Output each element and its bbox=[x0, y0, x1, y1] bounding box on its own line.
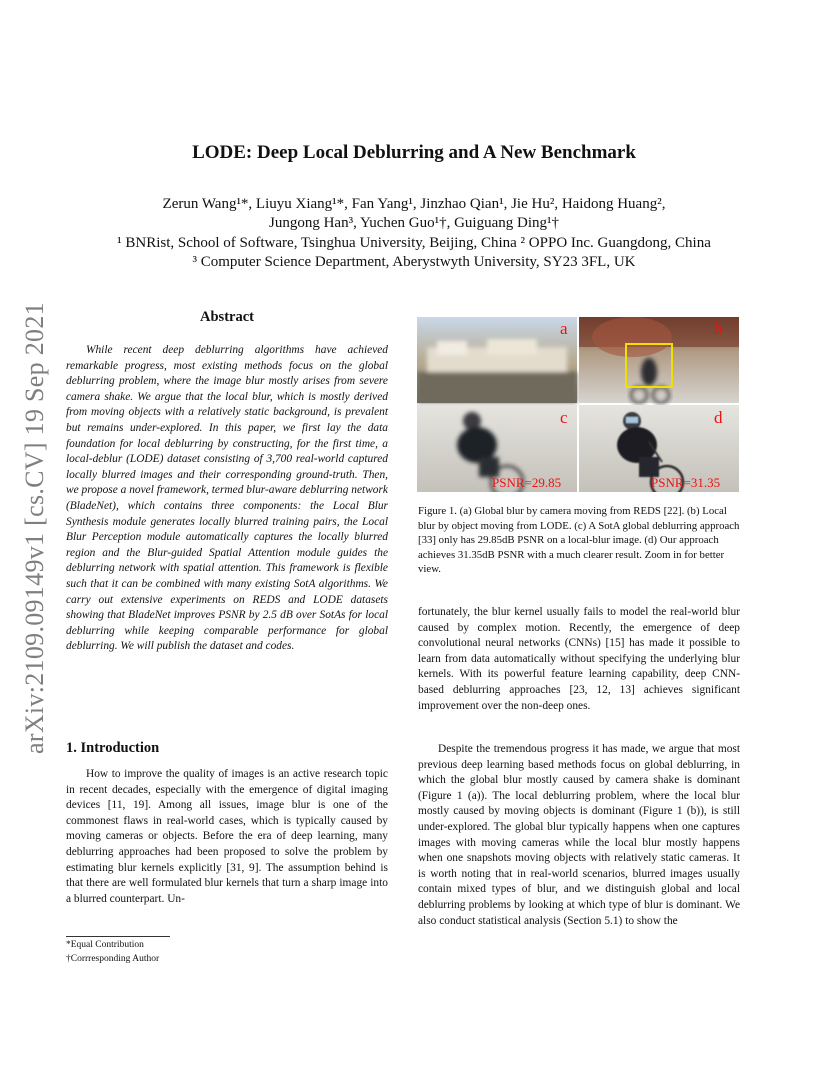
panel-a-image bbox=[417, 317, 577, 403]
panel-label-c: c bbox=[560, 408, 568, 427]
panel-label-d: d bbox=[714, 408, 723, 427]
psnr-label-d: PSNR=31.35 bbox=[651, 475, 721, 490]
affiliation-line-2: ³ Computer Science Department, Aberystwyth University, SY23 3FL, UK bbox=[192, 254, 636, 270]
affiliation-line-1: ¹ BNRist, School of Software, Tsinghua University, Beijing, China ² OPPO Inc. Guangdong, China bbox=[117, 235, 711, 251]
paper-title: LODE: Deep Local Deblurring and A New Benchmark bbox=[192, 142, 636, 163]
section-heading-introduction: 1. Introduction bbox=[66, 740, 160, 756]
panel-label-a: a bbox=[560, 319, 568, 338]
intro-paragraph: How to improve the quality of images is an active research topic in recent decades, especially with the emergence of digital imaging devices [11, 19]. Among all issues, image blur is one of the commonest flaws in real-world cases, which is typically caused by moving cameras or objects. Before the era of deep learning, many deblurring approaches had been proposed to solve the problem by estimating blur kernels explicitly [31, 9]. The assumption behind is that there are well formulated blur kernels that turn a sharp image into a blurred counterpart. Un- bbox=[66, 768, 388, 905]
panel-label-b: b bbox=[714, 319, 723, 338]
affiliations bbox=[40, 234, 788, 272]
abstract-text: While recent deep deblurring algorithms have achieved remarkable progress, most existing methods focus on the global deblurring problem, where the image blur mostly arises from severe camera shake. We argue that the local blur, which is mostly derived from moving objects with a relatively static background, is prevalent but remains under-explored. In this paper, we first lay the data foundation for local deblurring by constructing, for the first time, a local-deblur (LODE) dataset consisting of 3,700 real-world captured locally blurred images and their corresponding ground-truth. Then, we propose a novel framework, termed blur-aware deblurring network (BladeNet), which contains three components: the Local Blur Synthesis module generates locally blurred training pairs, the Local Blur Perception module automatically captures the locally blurred region and the Blur-guided Spatial Attention module guides the deblurring network with spatial attention. This framework is flexible such that it can be combined with many existing SotA algorithms. We carry out extensive experiments on REDS and LODE datasets showing that BladeNet improves PSNR by 2.5 dB over SotAs for local deblurring while keeping comparable performance for global deblurring. We will publish the dataset and codes. bbox=[66, 344, 388, 653]
footnote-corresponding-author: †Corrresponding Author bbox=[66, 953, 160, 964]
footnote-rule bbox=[66, 936, 170, 937]
figure-1-panels bbox=[417, 317, 739, 492]
author-list bbox=[80, 195, 748, 233]
right-column-paragraph-2 bbox=[418, 742, 740, 929]
figure-1-caption: Figure 1. (a) Global blur by camera moving from REDS [22]. (b) Local blur by object moving from LODE. (c) A SotA global deblurring approach [33] only has 29.85dB PSNR on a local-blur image. (d) Our approach achieves 31.35dB PSNR with a much clearer result. Zoom in for better view. bbox=[418, 505, 740, 576]
abstract-heading: Abstract bbox=[200, 309, 254, 325]
footnotes bbox=[66, 939, 159, 966]
authors-line-2: Jungong Han³, Yuchen Guo¹†, Guiguang Ding¹† bbox=[269, 215, 559, 231]
psnr-label-c: PSNR=29.85 bbox=[492, 475, 562, 490]
footnote-equal-contribution: *Equal Contribution bbox=[66, 940, 144, 950]
introduction-body bbox=[66, 767, 388, 907]
authors-line-1: Zerun Wang¹*, Liuyu Xiang¹*, Fan Yang¹, Jinzhao Qian¹, Jie Hu², Haidong Huang², bbox=[162, 196, 666, 212]
abstract-body bbox=[66, 343, 388, 655]
right-column-paragraph-1 bbox=[418, 605, 740, 714]
continuation-paragraph: fortunately, the blur kernel usually fails to model the real-world blur caused by complex motion. Recently, the emergence of deep convolutional neural networks (CNNs) [15] has made it possible to learn from data automatically without specifying the underlying blur kernels. With its powerful feature learning capability, deep CNN-based deblurring approaches [23, 12, 13] achieves significant improvement over the non-deep ones. bbox=[418, 606, 740, 712]
arxiv-side-banner: arXiv:2109.09149v1 [cs.CV] 19 Sep 2021 bbox=[20, 302, 49, 754]
global-vs-local-paragraph: Despite the tremendous progress it has made, we argue that most previous deep learning based methods focus on global deblurring, in which the global blur mostly caused by camera shake is dominant (Figure 1 (a)). The local deblurring problem, where the local blur mostly caused by moving objects is dominant (Figure 1 (b)), is still under-explored. The global blur typically happens when one captures images with moving cameras while the local blur mostly happens when one snapshots moving objects with relatively static cameras. It is worth noting that in real-world scenarios, blurred images usually contain mixed types of blur, and we distinguish global and local deblurring problems by looking at which type of blur is dominant. We also conduct statistical analysis (Section 5.1) to show the bbox=[418, 743, 740, 927]
figure-1 bbox=[417, 317, 739, 492]
